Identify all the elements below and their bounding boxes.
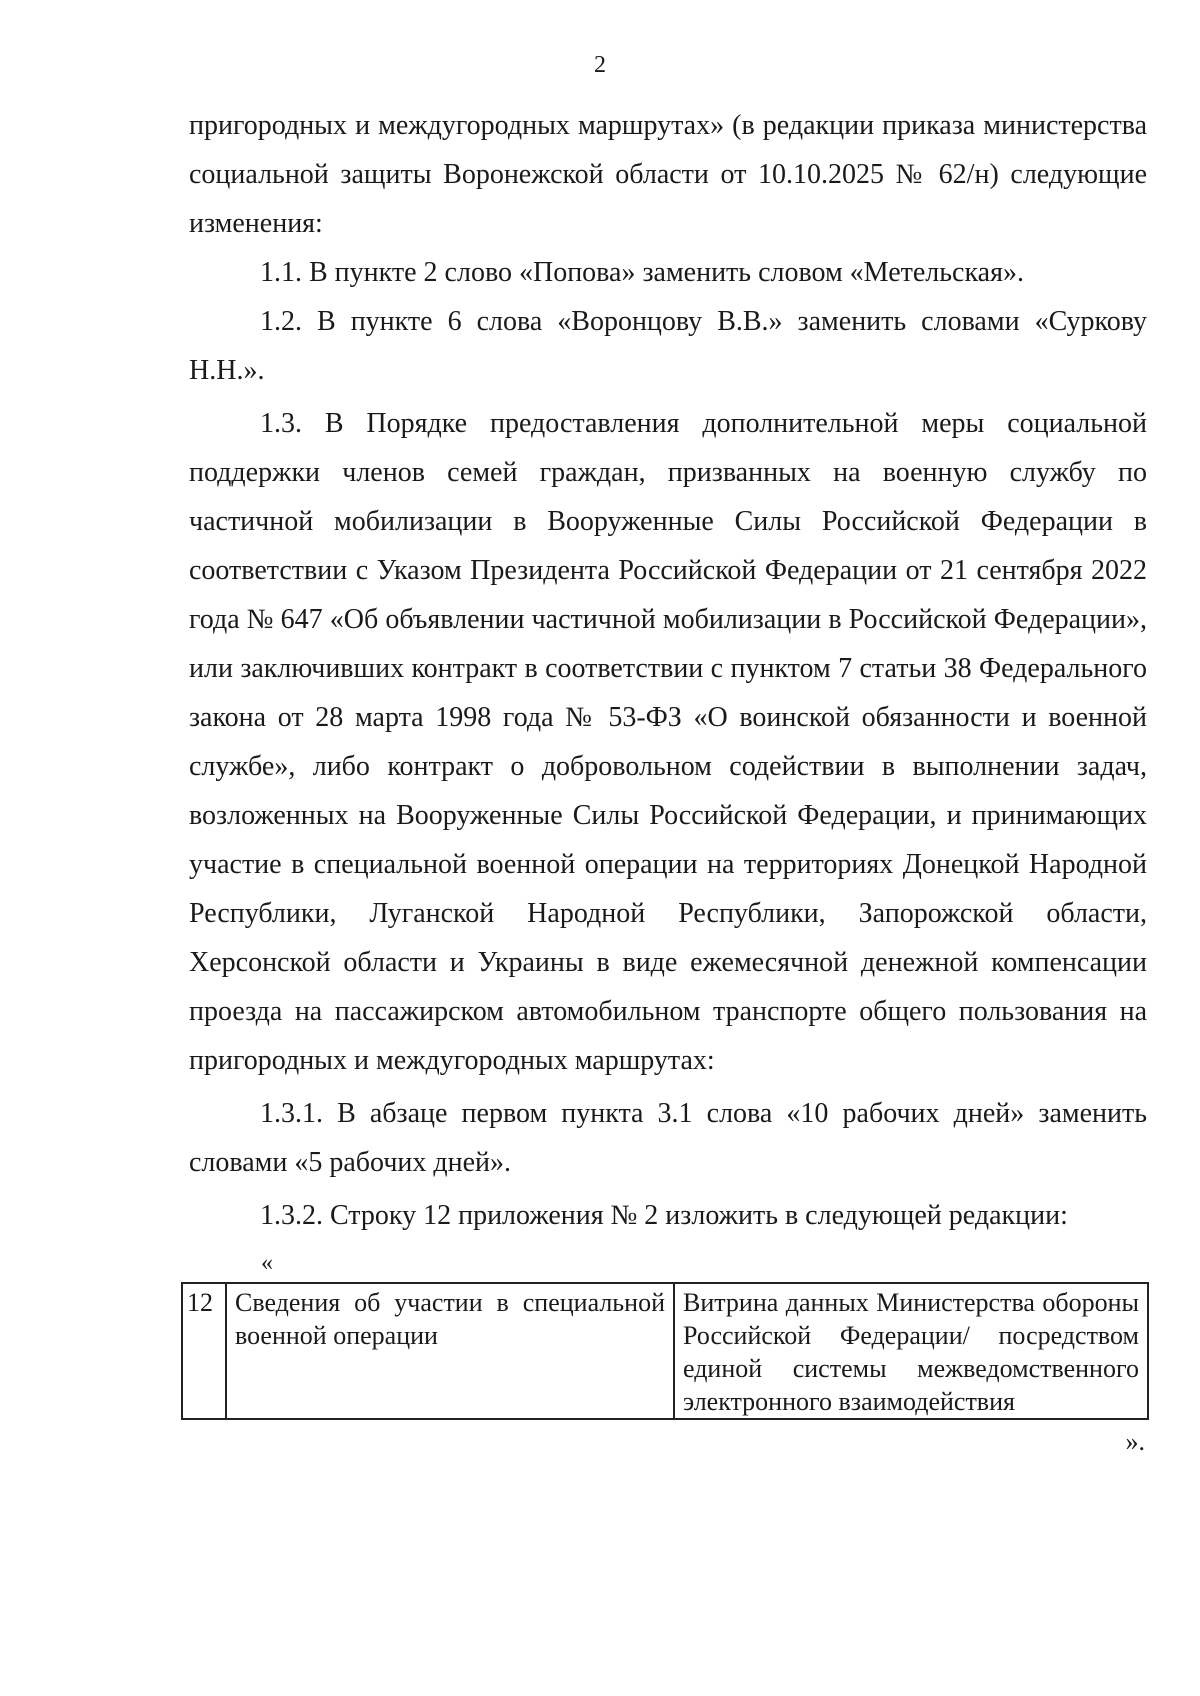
paragraph-intro: пригородных и междугородных маршрутах» (в редакции приказа министерства социальной защиты Воронежской области от 10.10.2025 № 62/н) следующие изменения: [189, 110, 1147, 239]
table-row [182, 1283, 1148, 1419]
quote-open: « [261, 1250, 273, 1276]
row-number-cell: 12 [182, 1283, 226, 1419]
source-cell: Витрина данных Министерства обороны Российской Федерации/ посредством единой системы межведомственного электронного взаимодействия [674, 1283, 1148, 1419]
page-number: 2 [594, 52, 606, 78]
paragraph-1-3: 1.3. В Порядке предоставления дополнительной меры социальной поддержки членов семей граждан, призванных на военную службу по частичной мобилизации в Вооруженные Силы Российской Федерации в соответствии с Указом Президента Российской Федерации от 21 сентября 2022 года № 647 «Об объявлении частичной мобилизации в Российской Федерации», или заключивших контракт в соответствии с пунктом 7 статьи 38 Федерального закона от 28 марта 1998 года № 53-ФЗ «О воинской обязанности и военной службе», либо контракт о добровольном содействии в выполнении задач, возложенных на Вооруженные Силы Российской Федерации, и принимающих участие в специальной военной операции на территориях Донецкой Народной Республики, Луганской Народной Республики, Запорожской области, Херсонской области и Украины в виде ежемесячной денежной компенсации проезда на пассажирском автомобильном транспорте общего пользования на пригородных и междугородных маршрутах: [189, 408, 1147, 1076]
quote-close: ». [1125, 1427, 1145, 1456]
paragraph-1-3-2: 1.3.2. Строку 12 приложения № 2 изложить в следующей редакции: [260, 1200, 1068, 1231]
paragraph-1-2: 1.2. В пункте 6 слова «Воронцову В.В.» заменить словами «Суркову Н.Н.». [189, 306, 1147, 386]
amendment-table [181, 1282, 1149, 1420]
paragraph-1-1: 1.1. В пункте 2 слово «Попова» заменить словом «Метельская». [260, 257, 1024, 288]
info-cell: Сведения об участии в специальной военной операции [226, 1283, 674, 1419]
paragraph-1-3-1: 1.3.1. В абзаце первом пункта 3.1 слова «10 рабочих дней» заменить словами «5 рабочих дней». [189, 1098, 1147, 1178]
document-body [189, 101, 1147, 1464]
